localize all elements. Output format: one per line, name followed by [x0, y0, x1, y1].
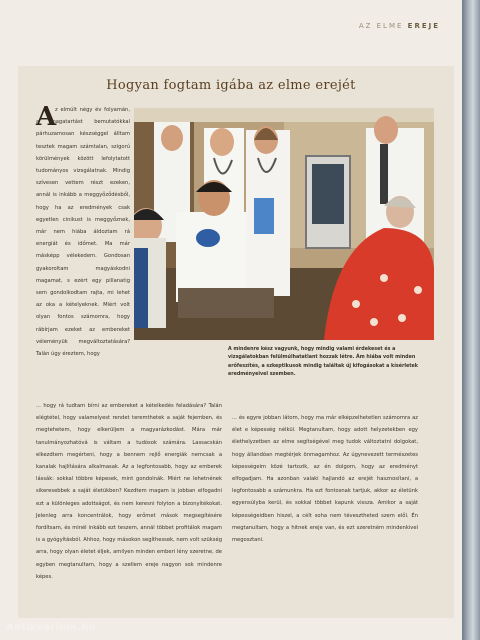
running-head [359, 22, 440, 30]
intro-column [36, 104, 130, 360]
left-column-text: ... hogy rá tudtam bírni az embereket a kételkedés feladására? Talán elégtétel, hogy valamelyest rendet teremthetek a saját fejemben, és megtehetem, hogy elkerüljem a magyarázkodást. Mára már tanulmányozhatóvá is váltam a tudósok számára. Lassacskán elkezdtem megérteni, hogy a bennem rejlő energiák nemcsak a kanalak hajlítására alkalmasak. Az a legfontosabb, hogy az emberek lássák: sokkal többre képesek, mint gondolnák. Miért ne lehetnének sikeresebbek a saját életükben? Kezdtem magam is jobban elfogadni ezt a különleges adottságot, és nem keresni folyton a bizonyítékokat. Jelenleg arra koncentrálok, hogy erőmet mások megsegítésére fordítsam, és minél inkább ezt teszem, annál többet profitálok magam is a gyógyításból. Ahhoz, hogy másokon segíthessek, nem volt szükség arra, hogy olyan életet éljek, amilyen minden emberi lény szeretne, de egyben megtanultam, hogy a szellem ereje nagyon sok mindenre képes. [36, 403, 222, 580]
right-column [232, 412, 418, 546]
running-head-light: AZ ELME [358, 22, 404, 30]
photo-illustration [134, 108, 434, 340]
group-photo [134, 108, 434, 340]
watermark: Antikvarium.hu [6, 622, 96, 633]
article-title: Hogyan fogtam igába az elme erejét [106, 78, 356, 93]
running-head-strong: EREJE [407, 22, 440, 30]
right-column-text: ... és egyre jobban látom, hogy ma már elképzelhetetlen számomra az élet e képesség nélkül. Megtanultam, hogy adott helyzetekben egy élethelyzetben az elme segítségével meg tudok változtatni dolgokat, hogy állandóan megtérjek önmagamhoz. Az úgynevezett természetes képességeim közé tartozik, az én dolgom, hogy az eredményt elfogadjam. Ha azonban valaki hajlandó az erejét hasznosítani, a legfontosabb a számunkra. Ha ezt fontosnak tartjuk, akkor az életünk egyensúlyba kerül, és sokkal többet kapunk vissza. Amikor a saját képességeidben hiszel, a célt soha nem tévesztheted szem elől. Én megtanultam, hogy a hitnek ereje van, és ezt szeretném mindenkivel megosztani. [232, 415, 418, 544]
facing-page-edge [462, 0, 480, 640]
drop-cap: A [36, 102, 57, 132]
photo-caption: A mindenre kész vagyunk, hogy mindig valami érdekeset és a vizsgálatokban felülmúlhatatlant hozzak létre. Ám hiába volt minden erőfeszítés, a szkeptikusok mindig találtak új kifogásokat a kísérletek eredményeivel szemben. [228, 347, 418, 378]
intro-paragraph: z elmúlt négy év folyamán, a magatartást bemutatókkal párhuzamosan készséggel álltam tesztek magam számtalan, szigorú körülmények között lefolytatott tudományos vizsgálatnak. Mindig szívesen vettem részt ezeken, annál is inkább a meggyőződésből, hogy ha az eredmények csak egyetlen cinikust is meggyőznek, már nem hiába áldoztam rá energiát és időmet. Ma már másképp vélekedem. Gondosan gyakoroltam magyáskodni magamat, s ezért egy pillanatig sem gondolkodtam rajta, mi lehet az oka a kételyeknek. Miért volt olyan fontos számomra, hogy rábírjam ezeket az embereket véleményük megváltoztatására? Talán úgy éreztem, hogy [36, 107, 130, 358]
left-column [36, 400, 222, 583]
